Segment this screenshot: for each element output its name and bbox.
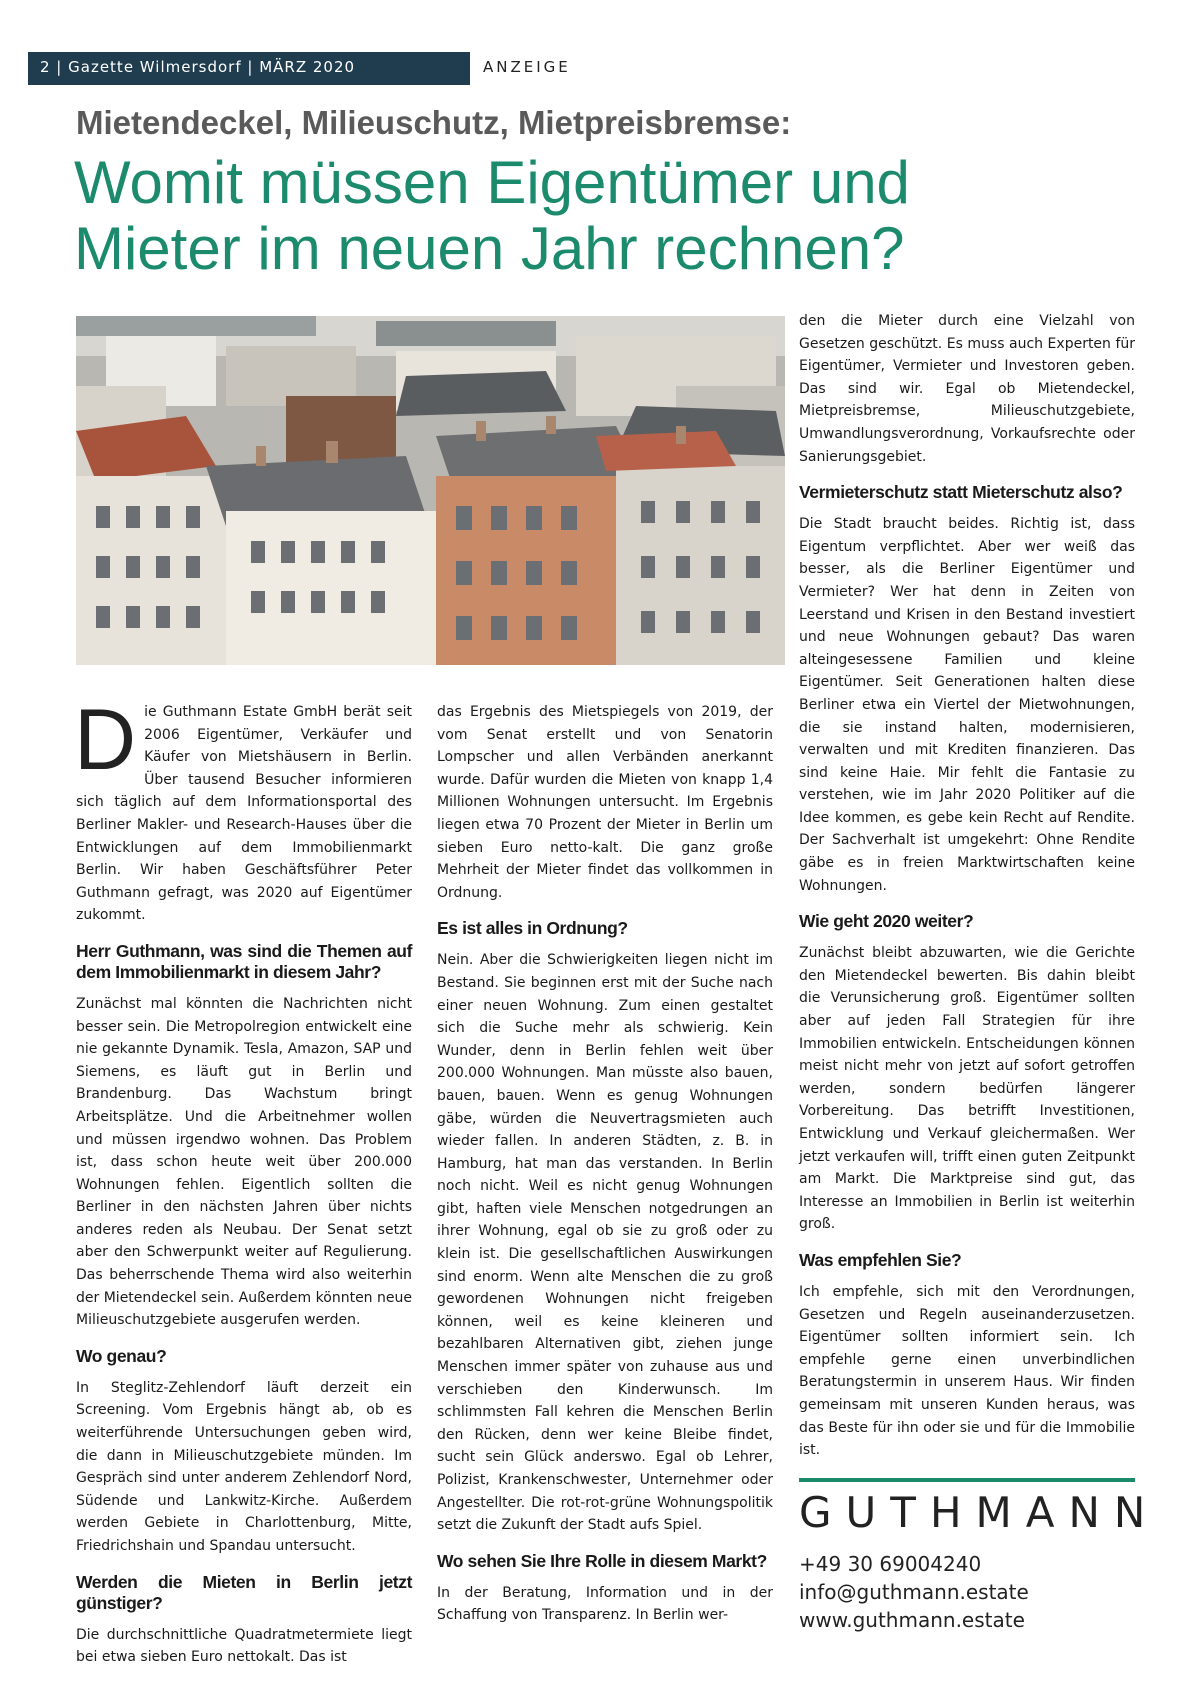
intro-text: ie Guthmann Estate GmbH berät seit 2006 Eigentümer, Verkäufer und Käufer von Mietshäusern in Berlin. Über tausend Besucher informieren sich täglich auf dem Informationsportal des Berliner Makler- und Research-Hauses über die Entwicklungen auf dem Immobilienmarkt Berlin. Wir haben Geschäftsführer Peter Guthmann gefragt, was 2020 auf Eigentümer zukommt. <box>76 704 412 924</box>
answer-2: In Steglitz-Zehlendorf läuft derzeit ein Screening. Vom Ergebnis hängt ab, ob es weiterführende Untersuchungen geben wird, die dann in Milieuschutzgebiete münden. Im Gespräch sind unter anderem Zehlendorf Nord, Südende und Lankwitz-Kirche. Außerdem werden Gebiete in Charlottenburg, Mitte, Friedrichshain und Spandau untersucht. <box>76 1379 412 1554</box>
answer-8: Ich empfehle, sich mit den Verordnungen, Gesetzen und Regeln auseinanderzusetzen. Eigentümer sollten informiert sein. Ich empfehle gerne einen unverbindlichen Beratungstermin in unserem Haus. Wir finden gemeinsam mit unseren Kunden heraus, was das Beste für ihn oder sie und für die Immobilie ist. <box>799 1283 1135 1459</box>
question-4: Es ist alles in Ordnung? <box>437 918 628 939</box>
headline-line-2: Mieter im neuen Jahr rechnen? <box>74 215 905 282</box>
question-2: Wo genau? <box>76 1345 167 1366</box>
answer-5-continued: den die Mieter durch eine Vielzahl von Gesetzen geschützt. Es muss auch Experten für Eigentümer, Vermieter und Investoren geben. Das sind wir. Egal ob Mietendeckel, Mietpreisbremse, Milieuschutzgebiete, Umwandlungsverordnung, Vorkaufsrechte oder Sanierungsgebiet. <box>799 313 1135 465</box>
question-6: Vermieterschutz statt Mieterschutz also? <box>799 482 1123 503</box>
question-7: Wie geht 2020 weiter? <box>799 911 974 932</box>
column-3 <box>799 310 1160 1634</box>
website-link[interactable]: www.guthmann.estate <box>799 1608 1025 1633</box>
anzeige-label: ANZEIGE <box>483 58 571 76</box>
answer-3: Die durchschnittliche Quadratmetermiete liegt bei etwa sieben Euro nettokalt. Das ist <box>76 1626 412 1666</box>
intro-paragraph <box>74 692 412 927</box>
question-3: Werden die Mieten in Berlin jetzt günstiger? <box>76 1571 412 1613</box>
headline-line-1: Womit müssen Eigentümer und <box>74 149 910 216</box>
answer-6: Die Stadt braucht beides. Richtig ist, dass Eigentum verpflichtet. Aber wer weiß das besser, als die Berliner Eigentümer und Vermieter? Wer hat denn in Zeiten von Leerstand und Krisen in den Bestand investiert und neue Wohnungen gebaut? Das waren alteingesessene Familien und kleine Eigentümer. Seit Generationen halten diese Berliner etwa ein Viertel der Mietwohnungen, die sie instand halten, modernisieren, verwalten und mit Krediten finanzieren. Das sind keine Haie. Mir fehlt die Fantasie zu verstehen, wie im Jahr 2020 Politiker auf die Idee kommen, es gebe kein Recht auf Rendite. Der Sachverhalt ist umgekehrt: Ohne Rendite gäbe es in freien Marktwirtschaften keine Wohnungen. <box>799 516 1135 894</box>
column-1 <box>74 692 412 1669</box>
question-8: Was empfehlen Sie? <box>799 1249 962 1270</box>
email-address[interactable]: info@guthmann.estate <box>799 1580 1029 1605</box>
question-1: Herr Guthmann, was sind die Themen auf dem Immobilienmarkt in diesem Jahr? <box>76 940 412 982</box>
contact-block <box>799 1550 1135 1634</box>
page-info: 2 | Gazette Wilmersdorf | MÄRZ 2020 <box>40 58 356 76</box>
kicker: Mietendeckel, Milieuschutz, Mietpreisbremse: <box>76 104 792 141</box>
guthmann-logo: GUTHMANN <box>799 1487 1160 1537</box>
answer-3-continued: das Ergebnis des Mietspiegels von 2019, der vom Senat erstellt und von Senatorin Lompscher und allen Verbänden anerkannt wurde. Dafür wurden die Mieten von knapp 1,4 Millionen Wohnungen untersucht. Im Ergebnis liegen etwa 70 Prozent der Mieter in Berlin um sieben Euro netto-kalt. Die ganz große Mehrheit der Mieter findet das vollkommen in Ordnung. <box>437 704 773 901</box>
accent-rule <box>799 1478 1135 1482</box>
answer-1: Zunächst mal könnten die Nachrichten nicht besser sein. Die Metropolregion entwickelt eine nie gekannte Dynamik. Tesla, Amazon, SAP und Siemens, es läuft gut in Berlin und Brandenburg. Das Wachstum bringt Arbeitsplätze. Und die Arbeitnehmer wollen und müssen irgendwo wohnen. Das Problem ist, dass schon heute weit über 200.000 Wohnungen fehlen. Eigentlich sollten die Berliner in den nächsten Jahren über nichts anderes reden als Neubau. Der Senat setzt aber den Schwerpunkt weiter auf Regulierung. Das beherrschende Thema wird also weiterhin der Mietendeckel sein. Außerdem könnten neue Milieuschutzgebiete ausgerufen werden. <box>76 995 412 1329</box>
answer-5: In der Beratung, Information und in der Schaffung von Transparenz. In Berlin wer- <box>437 1584 773 1624</box>
question-5: Wo sehen Sie Ihre Rolle in diesem Markt? <box>437 1550 767 1571</box>
city-rooftops-photo <box>76 316 785 665</box>
headline <box>74 150 910 282</box>
photo-illustration <box>76 316 785 665</box>
answer-7: Zunächst bleibt abzuwarten, wie die Gerichte den Mietendeckel bewerten. Bis dahin bleibt die Verunsicherung groß. Eigentümer sollten aber auf jeden Fall Strategien für ihre Immobilien entwickeln. Entscheidungen können meist nicht mehr von jetzt auf sofort getroffen werden, sondern bedürfen längerer Vorbereitung. Das betrifft Investitionen, Entwicklung und Verkauf gleichermaßen. Wer jetzt verkaufen will, trifft einen guten Zeitpunkt am Markt. Die Marktpreise sind gut, das Interesse an Immobilien in Berlin ist weiterhin groß. <box>799 945 1135 1233</box>
drop-cap: D <box>74 692 137 788</box>
column-2 <box>437 701 773 1627</box>
answer-4: Nein. Aber die Schwierigkeiten liegen nicht im Bestand. Sie beginnen erst mit der Suche nach einer neuen Wohnung. Zum einen gestaltet sich die Suche mehr als schwierig. Kein Wunder, denn in Berlin fehlen weit über 200.000 Wohnungen. Man müsste also bauen, bauen, bauen. Wenn es genug Wohnungen gäbe, würden die Neuvertragsmieten auch wieder fallen. In anderen Städten, z. B. in Hamburg, hat man das verstanden. In Berlin noch nicht. Weil es nicht genug Wohnungen gibt, haften viele Menschen notgedrungen an ihrer Wohnung, egal ob sie zu groß oder zu klein ist. Die gesellschaftlichen Auswirkungen sind enorm. Wenn alte Menschen die zu groß gewordenen Wohnungen nicht freigeben können, weil es keine kleineren und bezahlbaren Alternativen gibt, ziehen junge Menschen immer später von zuhause aus und verschieben den Kinderwunsch. Im schlimmsten Fall kehren die Menschen Berlin den Rücken, denn wer keine Bleibe findet, sucht sein Glück anderswo. Egal ob Lehrer, Polizist, Krankenschwester, Unternehmer oder Angestellter. Die rot-rot-grüne Wohnungspolitik setzt die Zukunft der Stadt aufs Spiel. <box>437 952 773 1534</box>
phone-number: +49 30 69004240 <box>799 1552 982 1577</box>
